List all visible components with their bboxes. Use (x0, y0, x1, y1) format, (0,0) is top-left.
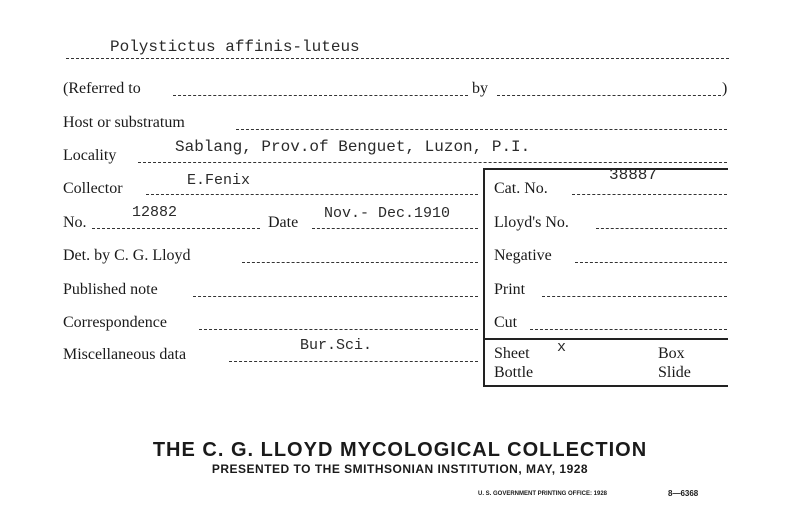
cut-line (530, 329, 727, 330)
species-line (66, 58, 729, 59)
no-line (92, 228, 260, 229)
collector-label: Collector (63, 180, 123, 197)
misc-data-label: Miscellaneous data (63, 346, 187, 363)
collector-line (146, 194, 478, 195)
published-note-line (193, 296, 478, 297)
collector-value: E.Fenix (187, 172, 251, 189)
by-label: by (472, 80, 488, 97)
by-line (497, 95, 721, 96)
locality-value: Sablang, Prov.of Benguet, Luzon, P.I. (175, 138, 531, 156)
det-by-line (242, 262, 478, 263)
correspondence-label: Correspondence (63, 314, 167, 331)
misc-data-line (229, 361, 478, 362)
print-line (542, 296, 727, 297)
lloyd-no-label: Lloyd's No. (494, 214, 569, 231)
host-line (236, 129, 727, 130)
box-label: Box (658, 345, 685, 362)
catalog-box-bottom-border (483, 385, 728, 387)
bottle-label: Bottle (494, 364, 534, 381)
published-note-label: Published note (63, 281, 158, 298)
sheet-separator (483, 338, 728, 340)
slide-label: Slide (658, 364, 691, 381)
cat-value: 38887 (609, 166, 658, 184)
misc-data-value: Bur.Sci. (300, 337, 373, 354)
negative-label: Negative (494, 247, 552, 264)
collection-subtitle: PRESENTED TO THE SMITHSONIAN INSTITUTION, MAY, 1928 (211, 462, 589, 476)
species-name: Polystictus affinis-luteus (110, 38, 360, 56)
date-label: Date (268, 214, 299, 231)
correspondence-line (199, 329, 478, 330)
date-value: Nov.- Dec.1910 (324, 205, 451, 222)
no-label: No. (63, 214, 87, 231)
lloyd-no-line (596, 228, 727, 229)
locality-label: Locality (63, 147, 117, 164)
cat-line (572, 194, 727, 195)
no-value: 12882 (132, 204, 178, 221)
sheet-label: Sheet (494, 345, 530, 362)
collection-title: THE C. G. LLOYD MYCOLOGICAL COLLECTION (152, 439, 648, 461)
det-by-label: Det. by C. G. Lloyd (63, 247, 191, 264)
form-number: 8—6368 (668, 489, 699, 498)
cut-label: Cut (494, 314, 518, 331)
locality-line (138, 162, 727, 163)
referred-to-label: (Referred to (63, 80, 141, 97)
host-label: Host or substratum (63, 114, 185, 131)
sheet-mark: x (557, 339, 567, 356)
print-label: Print (494, 281, 526, 298)
close-paren: ) (722, 80, 728, 97)
negative-line (575, 262, 727, 263)
catalog-box-left-border (483, 168, 485, 385)
date-line (312, 228, 478, 229)
printing-office-note: U. S. GOVERNMENT PRINTING OFFICE: 1928 (478, 491, 608, 497)
catalog-box-top-border (483, 168, 728, 170)
cat-label: Cat. No. (494, 180, 548, 197)
referred-to-line (173, 95, 468, 96)
